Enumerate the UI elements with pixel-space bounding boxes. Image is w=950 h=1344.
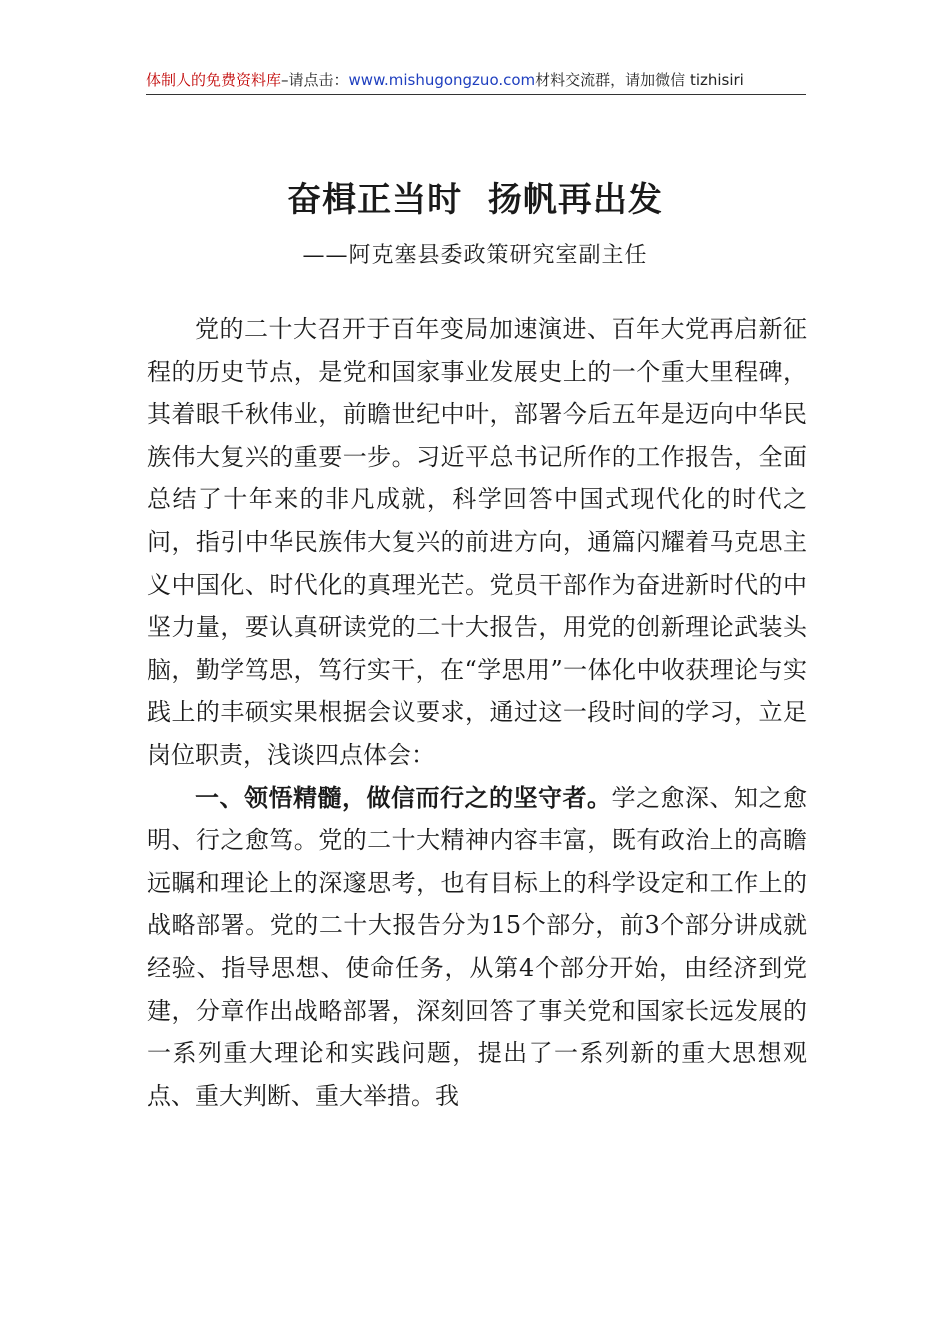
header-site-name: 体制人的免费资料库 bbox=[146, 71, 282, 89]
section-1-heading: 一、领悟精髓，做信而行之的坚守者。 bbox=[195, 783, 612, 812]
document-subtitle: ——阿克塞县委政策研究室副主任 bbox=[302, 243, 648, 268]
header-note: 材料交流群，请加微信 tizhisiri bbox=[535, 71, 744, 89]
document-title: 奋楫正当时 扬帆再出发 bbox=[287, 180, 663, 220]
section-1-paragraph bbox=[147, 777, 807, 1118]
intro-paragraph: 党的二十大召开于百年变局加速演进、百年大党再启新征程的历史节点，是党和国家事业发展史上的一个重大里程碑，其着眼千秋伟业，前瞻世纪中叶，部署今后五年是迈向中华民族伟大复兴的重要一步。习近平总书记所作的工作报告，全面总结了十年来的非凡成就，科学回答中国式现代化的时代之问，指引中华民族伟大复兴的前进方向，通篇闪耀着马克思主义中国化、时代化的真理光芒。党员干部作为奋进新时代的中坚力量，要认真研读党的二十大报告，用党的创新理论武装头脑，勤学笃思，笃行实干，在“学思用”一体化中收获理论与实践上的丰硕实果根据会议要求，通过这一段时间的学习，立足岗位职责，浅谈四点体会： bbox=[147, 315, 807, 769]
page-header bbox=[146, 68, 806, 95]
header-link[interactable]: www.mishugongzuo.com bbox=[348, 71, 536, 89]
header-prompt: –请点击： bbox=[281, 71, 349, 89]
document-body bbox=[147, 308, 807, 1117]
section-1-body: 学之愈深、知之愈明、行之愈笃。党的二十大精神内容丰富，既有政治上的高瞻远瞩和理论上的深邃思考，也有目标上的科学设定和工作上的战略部署。党的二十大报告分为15个部分，前3个部分讲成就经验、指导思想、使命任务，从第4个部分开始，由经济到党建，分章作出战略部署，深刻回答了事关党和国家长远发展的一系列重大理论和实践问题，提出了一系列新的重大思想观点、重大判断、重大举措。我 bbox=[147, 783, 807, 1110]
